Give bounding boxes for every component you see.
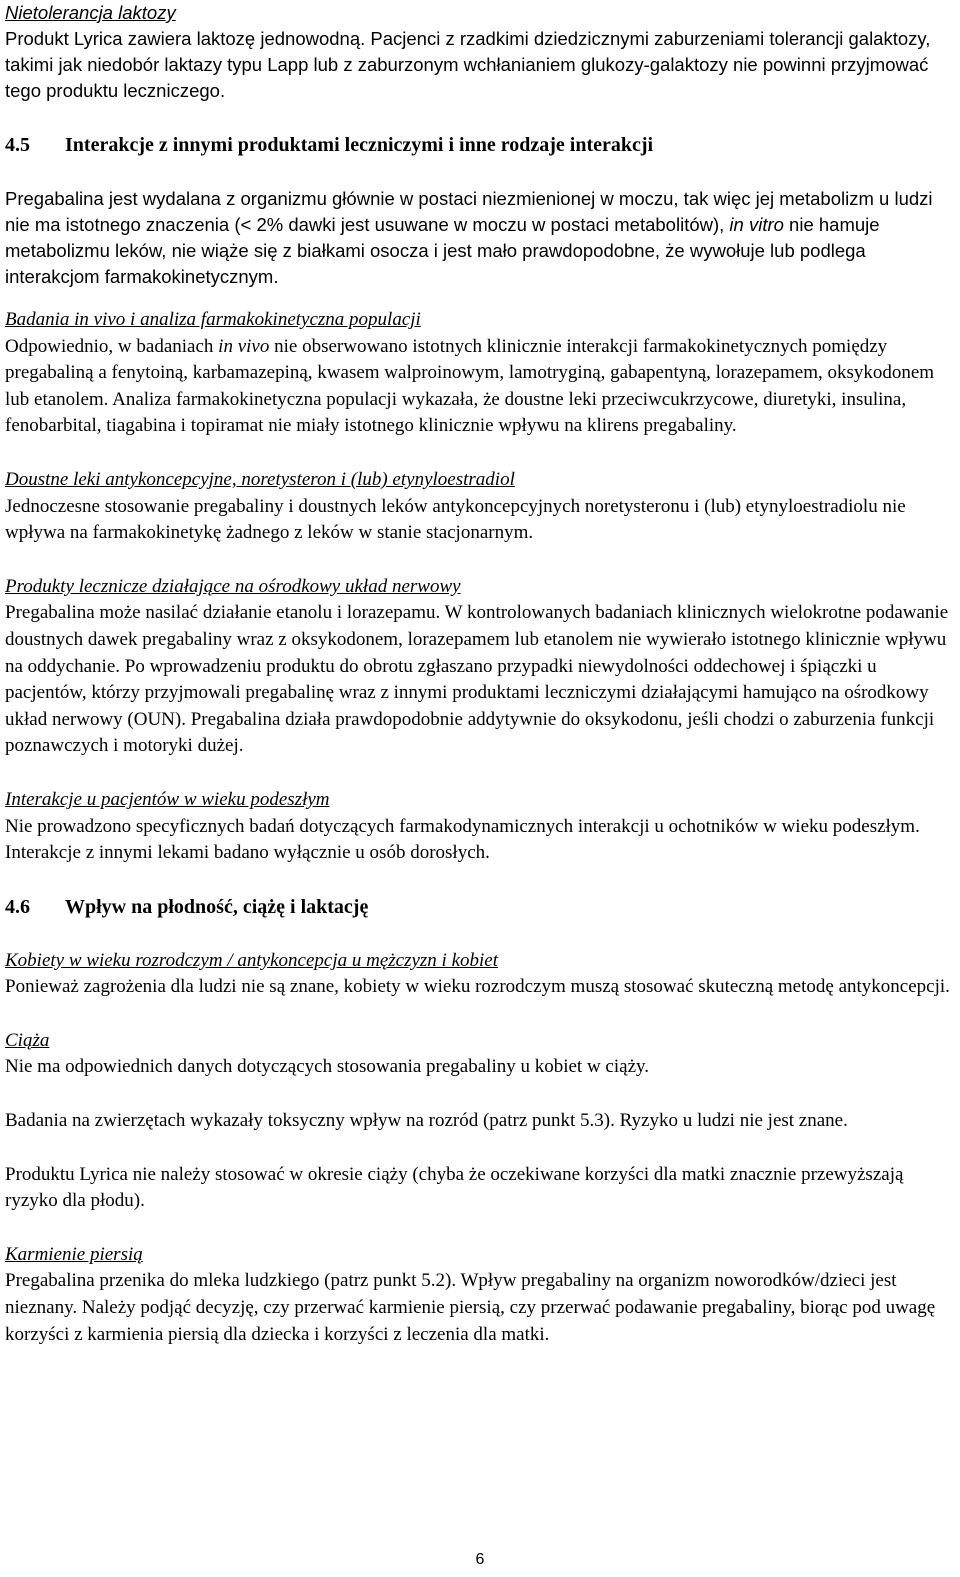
breastfeeding-body: Pregabalina przenika do mleka ludzkiego (patrz punkt 5.2). Wpływ pregabaliny na organizm noworodków/dzieci jest nieznany. Należy podjąć decyzję, czy przerwać karmienie piersią, czy przerwać podawanie pregabaliny, biorąc pod uwagę korzyści z karmienia piersią dla dziecka i korzyści z leczenia dla matki. bbox=[5, 1270, 936, 1345]
women-body: Ponieważ zagrożenia dla ludzi nie są znane, kobiety w wieku rozrodczym muszą stosować skuteczną metodę antykoncepcji. bbox=[5, 976, 950, 998]
lactose-block bbox=[5, 0, 950, 104]
document-page bbox=[5, 0, 950, 1348]
pregnancy-body-3: Produktu Lyrica nie należy stosować w okresie ciąży (chyba że oczekiwane korzyści dla matki znacznie przewyższają ryzyko dla płodu). bbox=[5, 1163, 904, 1212]
elderly-body: Nie prowadzono specyficznych badań dotyczących farmakodynamicznych interakcji u ochotników w wieku podeszłym. Interakcje z innymi lekami badano wyłącznie u osób dorosłych. bbox=[5, 815, 920, 864]
cns-block bbox=[5, 574, 950, 760]
lactose-heading: Nietolerancja laktozy bbox=[5, 2, 176, 23]
pregnancy-heading: Ciąża bbox=[5, 1029, 50, 1051]
elderly-heading: Interakcje u pacjentów w wieku podeszłym bbox=[5, 788, 330, 810]
elderly-block bbox=[5, 787, 950, 867]
pregnancy-body-2: Badania na zwierzętach wykazały toksyczny wpływ na rozród (patrz punkt 5.3). Ryzyko u ludzi nie jest znane. bbox=[5, 1110, 848, 1132]
women-block bbox=[5, 948, 950, 1001]
section-4-6-heading bbox=[5, 894, 950, 921]
page-number: 6 bbox=[475, 1551, 485, 1568]
breastfeeding-block bbox=[5, 1242, 950, 1348]
women-heading: Kobiety w wieku rozrodczym / antykoncepcja u mężczyzn i kobiet bbox=[5, 949, 498, 971]
invivo-heading: Badania in vivo i analiza farmakokinetyczna populacji bbox=[5, 309, 421, 330]
section-4-5-intro: Pregabalina jest wydalana z organizmu głównie w postaci niezmienionej w moczu, tak więc jej metabolizm u ludzi nie ma istotnego znaczenia (< 2% dawki jest usuwane w moczu w postaci metabolitów), in vitro nie hamuje metabolizmu leków, nie wiąże się z białkami osocza i jest mało prawdopodobne, że wywołuje lub podlega interakcjom farmakokinetycznym. bbox=[5, 188, 933, 287]
cns-body: Pregabalina może nasilać działanie etanolu i lorazepamu. W kontrolowanych badaniach klinicznych wielokrotne podawanie doustnych dawek pregabaliny wraz z oksykodonem, lorazepamem lub etanolem nie wywierało istotnego klinicznie wpływu na oddychanie. Po wprowadzeniu produktu do obrotu zgłaszano przypadki niewydolności oddechowej i śpiączki u pacjentów, którzy przyjmowali pregabalinę wraz z innymi produktami leczniczymi działającymi hamująco na ośrodkowy układ nerwowy (OUN). Pregabalina działa prawdopodobnie addytywnie do oksykodonu, jeśli chodzi o zaburzenia funkcji poznawczych i motoryki dużej. bbox=[5, 602, 949, 757]
section-title: Interakcje z innymi produktami leczniczymi i inne rodzaje interakcji bbox=[65, 134, 654, 156]
section-4-5-heading bbox=[5, 132, 950, 159]
section-number: 4.5 bbox=[5, 134, 30, 156]
section-number: 4.6 bbox=[5, 895, 30, 918]
invivo-block bbox=[5, 307, 950, 440]
contraceptives-heading: Doustne leki antykoncepcyjne, noretysteron i (lub) etynyloestradiol bbox=[5, 468, 515, 490]
breastfeeding-heading: Karmienie piersią bbox=[5, 1243, 143, 1265]
contraceptives-block bbox=[5, 467, 950, 547]
cns-heading: Produkty lecznicze działające na ośrodkowy układ nerwowy bbox=[5, 575, 461, 597]
pregnancy-block bbox=[5, 1028, 950, 1215]
invivo-body: Odpowiednio, w badaniach in vivo nie obserwowano istotnych klinicznie interakcji farmakokinetycznych pomiędzy pregabaliną a fenytoiną, karbamazepiną, kwasem walproinowym, lamotryginą, gabapentyną, lorazepamem, oksykodonem lub etanolem. Analiza farmakokinetyczna populacji wykazała, że doustne leki przeciwcukrzycowe, diuretyki, insulina, fenobarbital, tiagabina i topiramat nie miały istotnego klinicznie wpływu na klirens pregabaliny. bbox=[5, 335, 935, 437]
pregnancy-body-1: Nie ma odpowiednich danych dotyczących stosowania pregabaliny u kobiet w ciąży. bbox=[5, 1056, 650, 1078]
lactose-body: Produkt Lyrica zawiera laktozę jednowodną. Pacjenci z rzadkimi dziedzicznymi zaburzeniami tolerancji galaktozy, takimi jak niedobór laktazy typu Lapp lub z zaburzonym wchłanianiem glukozy-galaktozy nie powinni przyjmować tego produktu leczniczego. bbox=[5, 28, 931, 101]
section-title: Wpływ na płodność, ciążę i laktację bbox=[65, 895, 369, 918]
contraceptives-body: Jednoczesne stosowanie pregabaliny i doustnych leków antykoncepcyjnych noretysteronu i (lub) etynyloestradiolu nie wpływa na farmakokinetykę żadnego z leków w stanie stacjonarnym. bbox=[5, 495, 906, 544]
